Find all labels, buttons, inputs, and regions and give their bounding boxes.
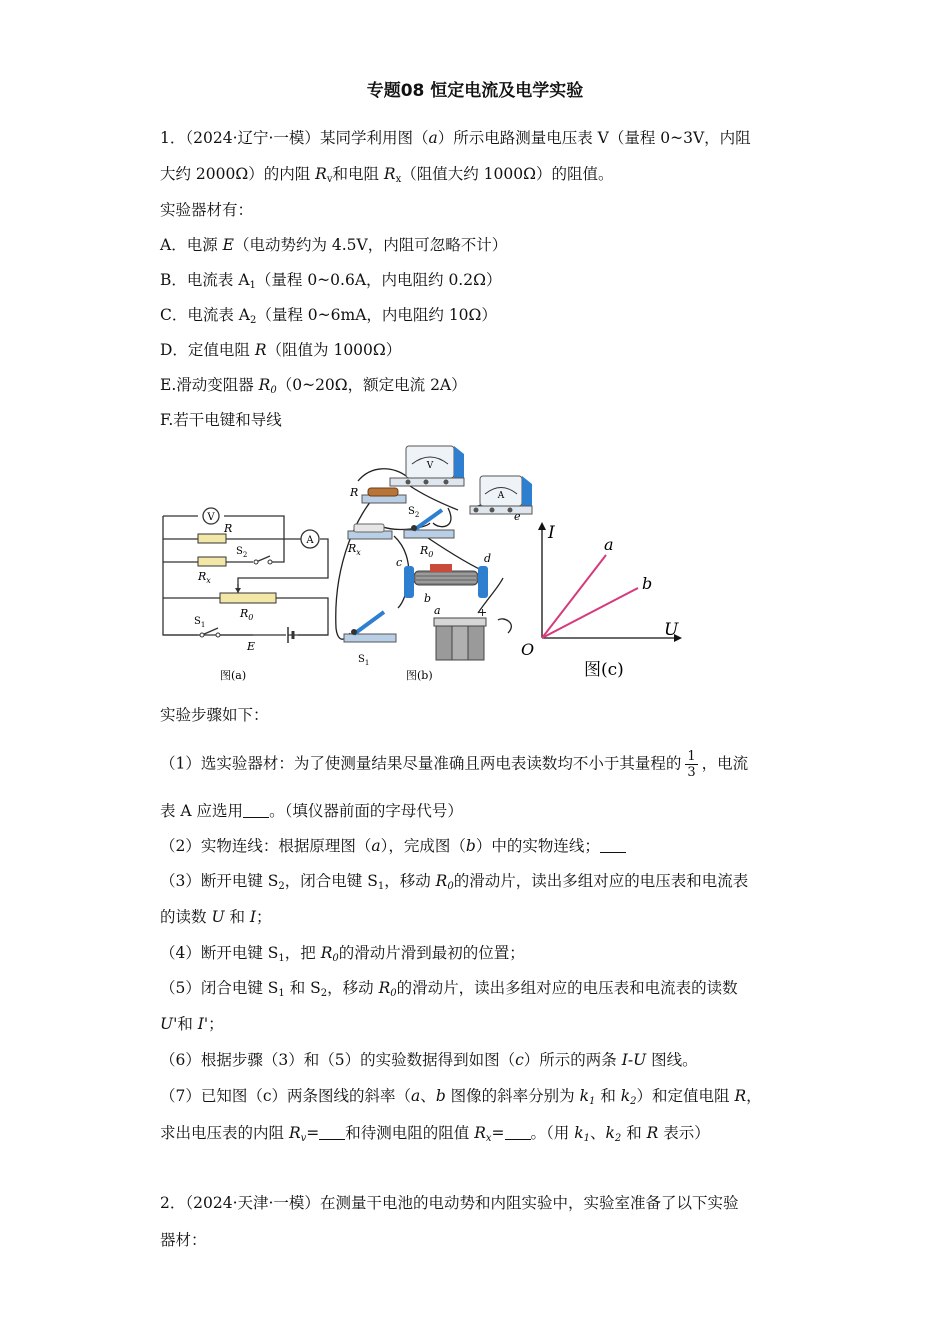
equipment-item-a: A．电源 E（电动势约为 4.5V，内阻可忽略不计） [160,236,508,254]
svg-text:a: a [434,604,441,617]
line-a-label: a [604,535,614,554]
svg-text:R0: $R_0$ [240,607,254,622]
step-3-line2: 的读数 U 和 I； [160,908,272,926]
equipment-header: 实验器材有： [160,201,254,219]
answer-blank-rv[interactable] [319,1125,345,1140]
circuit-symbols-a [194,508,319,682]
svg-text:S2: $S_2$ [236,546,248,559]
question-number: 2． [160,1194,186,1212]
rheostat-device [396,552,491,605]
resistor-Rx-symbol [198,557,226,566]
equipment-item-b: B．电流表 $A_1$（量程 0~0.6A，内电阻约 0.2Ω） [160,271,502,291]
step-7-line1: （7）已知图（c）两条图线的斜率（a、b 图像的斜率分别为 $k_1$ 和 $k_2$）和定值电阻 R， [160,1087,762,1107]
switch-S2-device [404,506,454,559]
caption-fig-b: 图(b) [406,669,433,682]
step-4: （4）断开电键 $S_1$，把 $R_0$的滑动片滑到最初的位置； [160,944,525,964]
question-source: （2024·辽宁·一模） [185,129,320,147]
page-title: 专题08 恒定电流及电学实验 [366,81,584,101]
graph-line-a [542,555,606,638]
rheostat-R0-symbol [220,593,276,603]
equipment-item-f: F.若干电键和导线 [160,411,282,429]
answer-blank-1[interactable] [243,803,269,818]
caption-fig-a: 图(a) [220,669,247,682]
experiment-figure [158,438,698,688]
step-7-line2: 求出电压表的内阻 $R_v=$ 和待测电阻的阻值 $R_x=$ 。（用 $k_1$、$k_2$ 和 R 表示） [160,1124,710,1144]
equipment-item-e: E.滑动变阻器 $R_0(0\sim 20\Omega$，额定电流 2A） [160,376,467,396]
step-1-line1: （1）选实验器材：为了使测量结果尽量准确且两电表读数均不小于其量程的 $\frac{1}{3}$ ，电流 [160,749,749,780]
resistor-R-device [349,486,406,503]
fraction-one-third: $\frac{1}{3}$ [687,749,696,780]
step-1-line2: 表 A 应选用 。（填仪器前面的字母代号） [160,802,463,820]
answer-blank-2[interactable] [600,838,626,853]
q2-line1: 2．（2024·天津·一模）在测量干电池的电动势和内阻实验中，实验室准备了以下实验 [160,1194,739,1212]
step-5-line1: （5）闭合电键 $S_1$ 和 $S_2$，移动 $R_0$的滑动片，读出多组对应的电压表和电流表的读数 [160,979,738,999]
step-2: （2）实物连线：根据原理图（a），完成图（b）中的实物连线； [160,836,626,856]
battery-device [434,604,487,660]
q1-line2: 大约 2000Ω）的内阻 $R_v$和电阻 $R_x$（阻值大约 1000Ω）的阻值。 [160,165,614,185]
iu-graph-c [521,522,682,680]
q2-line2: 器材： [160,1231,207,1249]
caption-fig-c: 图(c) [584,660,624,680]
svg-text:R: R [224,522,233,535]
axis-label-u: U [664,620,679,640]
svg-text:A: A [497,491,505,501]
svg-text:Rx: $R_x$ [198,570,211,585]
resistor-Rx-device [347,524,392,557]
step-5-line2: U'和 I'； [160,1015,224,1033]
svg-text:R0: $R_0$ [420,544,434,559]
voltmeter-device [390,446,464,486]
equipment-item-c: C．电流表 $A_2$（量程 0~6mA，内电阻约 10Ω） [160,306,497,326]
axis-label-i: I [548,523,555,543]
svg-text:S2: $S_2$ [408,506,420,519]
svg-text:+: + [478,606,488,619]
svg-text:V: V [426,461,434,471]
resistor-R-symbol [198,534,226,543]
svg-text:c: c [396,556,403,569]
svg-text:b: b [424,592,432,605]
svg-text:V: V [207,512,215,523]
apparatus-b [336,446,535,682]
ammeter-device [470,476,532,523]
question-number: 1． [160,129,186,147]
question-source: （2024·天津·一模） [185,1194,320,1212]
q1-line1: 1．（2024·辽宁·一模）某同学利用图（a）所示电路测量电压表 V（量程 0~3V，内阻 [160,129,751,147]
svg-text:S1: $S_1$ [194,616,206,629]
line-b-label: b [642,574,653,593]
svg-text:A: A [306,535,314,546]
svg-text:Rx: $R_x$ [348,542,361,557]
step-6: （6）根据步骤（3）和（5）的实验数据得到如图（c）所示的两条 I-U 图线。 [160,1051,698,1069]
graph-line-b [542,588,638,638]
switch-S1-device [344,612,396,667]
equipment-item-d: D．定值电阻 R（阻值为 1000Ω） [160,341,402,359]
svg-text:d: d [484,552,492,565]
svg-text:E: E [247,640,256,653]
svg-text:R: R [350,486,359,499]
svg-text:S1: $S_1$ [358,654,370,667]
origin-label: O [521,640,535,659]
step-3-line1: （3）断开电键 $S_2$，闭合电键 $S_1$，移动 $R_0$的滑动片，读出多组对应的电压表和电流表 [160,872,749,892]
svg-text:e: e [514,510,521,523]
answer-blank-rx[interactable] [505,1125,531,1140]
steps-header: 实验步骤如下： [160,706,269,724]
